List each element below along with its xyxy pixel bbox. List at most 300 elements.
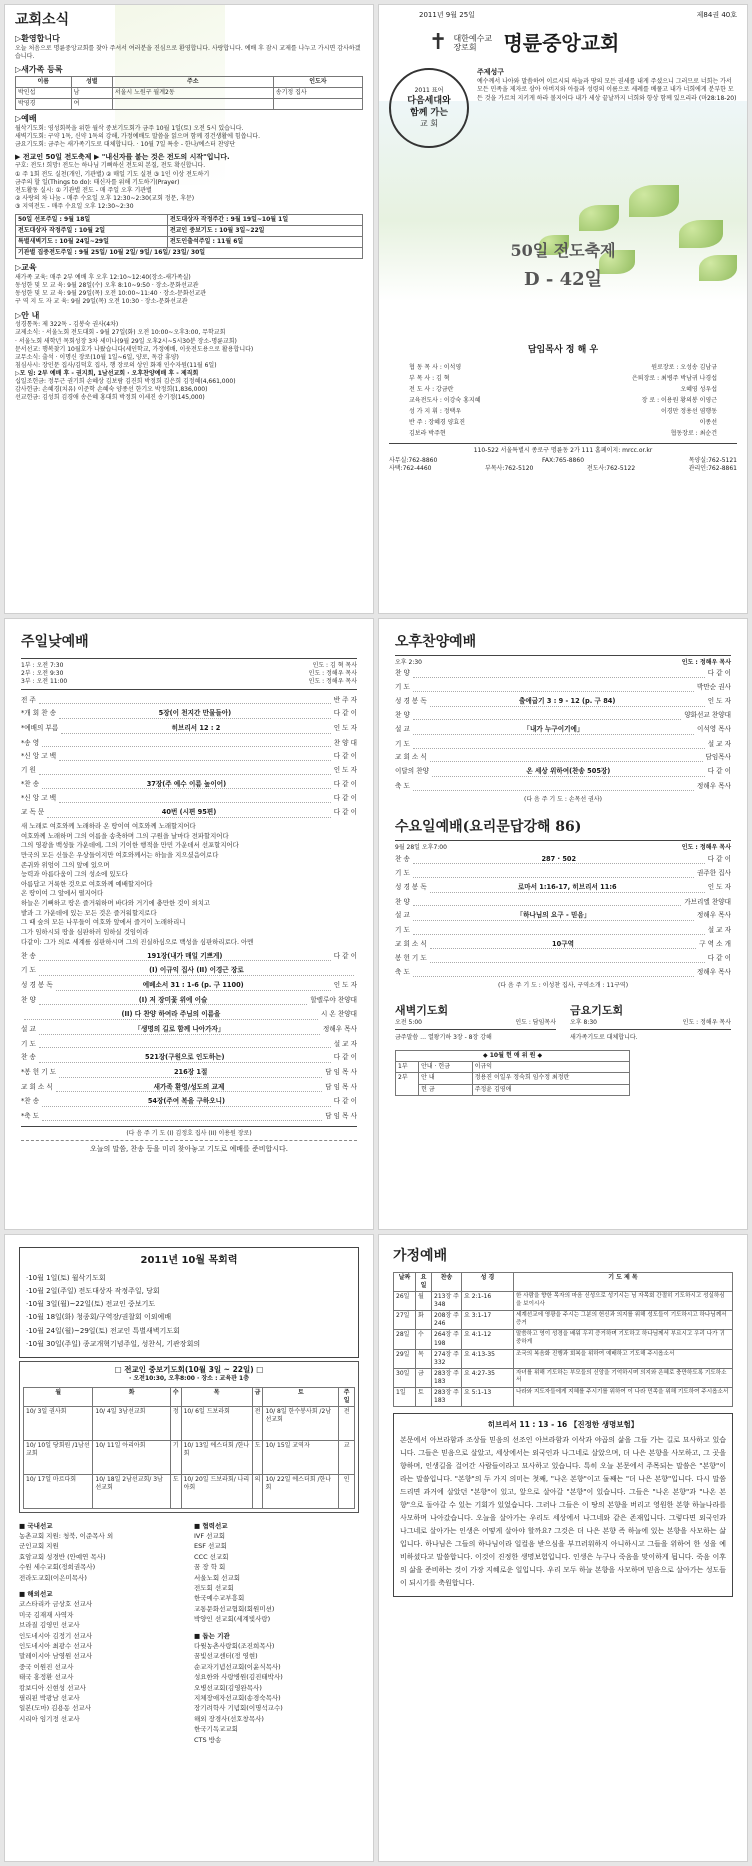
item-detail [59, 794, 331, 803]
page-title: 교회소식 [15, 12, 70, 28]
banner-countdown: D - 42일 [523, 268, 603, 290]
coop-item: 전도회 선교회 [194, 1584, 234, 1593]
table-cell [273, 98, 362, 109]
day-header: 화 [93, 1387, 170, 1406]
motto-circle [389, 68, 469, 148]
item-person: 박만순 권사 [697, 683, 731, 692]
item-detail [42, 1112, 322, 1121]
mission-item: 군인교회 지원 [19, 1542, 59, 1551]
order-item [395, 895, 731, 909]
coop-item: 박양인 선교회(세계빛사랑) [194, 1615, 271, 1624]
item-person: 다 같 이 [333, 1097, 357, 1106]
table-cell: 화 [416, 1311, 432, 1330]
guide-heading: ▷안 내 [15, 310, 40, 320]
table-header: 날짜 [394, 1272, 416, 1291]
item-person: 양화선교 찬양대 [684, 711, 731, 720]
missionary-item: 브라질 김영민 선교사 [19, 1621, 80, 1630]
coop-item: 한국예수교부흥회 [194, 1594, 245, 1603]
table-cell: 208장 주 246 [432, 1311, 462, 1330]
order-item [395, 751, 731, 765]
item-person: 가브리엘 찬양대 [684, 897, 731, 906]
mission-columns [19, 1521, 359, 1745]
service-time-row [21, 678, 357, 686]
item-person: 다 같 이 [333, 752, 357, 761]
committee-cell: 1부 [396, 1062, 419, 1073]
table-cell: 박인섭 [16, 87, 72, 98]
festival-banner [389, 240, 737, 292]
mission-item: 수원 세수교회(정희권목사) [19, 1563, 96, 1572]
item-person: 담 임 목 사 [325, 1067, 357, 1076]
intercession-title: □ 전교인 중보기도회(10월 3일 ~ 22일) □ [114, 1365, 264, 1375]
item-person: 인 도 자 [707, 882, 731, 891]
support-item: 지체장애자선교회(송경숙목사) [194, 1693, 281, 1702]
welcome-text: 오늘 처음으로 명륜중앙교회를 찾아 주셔서 여러분을 진심으로 환영합니다. 사랑합니다. 예배 후 잠시 교제를 나누고 가시면 감사하겠습니다. [15, 44, 361, 60]
friday-time-row [570, 1019, 731, 1030]
day-header: 수 [170, 1387, 181, 1406]
support-heading: ■ 돕는 기관 [194, 1631, 230, 1640]
wednesday-order [395, 852, 731, 979]
schedule-cell: 전도대상자 작정주간 : 9월 19일~10월 1일 [167, 215, 362, 226]
committee-table [395, 1050, 630, 1095]
table-header: 인도자 [273, 76, 362, 87]
item-person: 담 임 목 사 [325, 1111, 357, 1120]
day-header: 주일 [339, 1387, 355, 1406]
staff-entry: 부 목 사 : 김 혁 [409, 374, 450, 382]
divider [389, 443, 737, 444]
staff-entry: 협동장로 : 최순건 [670, 430, 717, 438]
phone-entry: 목양실:762-5121 [688, 456, 737, 464]
order-item [21, 1095, 357, 1110]
devotional-box [393, 1413, 733, 1596]
table-header: 이름 [16, 76, 72, 87]
item-label: 성 경 봉 독 [395, 696, 427, 705]
calendar-cell: 10/ 6일 드보라회 [181, 1406, 252, 1440]
order-item [395, 737, 731, 751]
missionary-item: 코스타리카 금상호 선교사 [19, 1600, 93, 1609]
education-heading: ▷교육 [15, 263, 37, 273]
phone-entry: 전도사:762-5122 [586, 465, 636, 472]
item-label: 설 교 [21, 1024, 36, 1033]
table-row [394, 1349, 733, 1368]
page-ministry-calendar [4, 1234, 374, 1862]
item-detail: 새가족 환영/성도의 교제 [56, 1083, 322, 1093]
schedule-cell: 50일 선포주일 : 9월 18일 [16, 215, 168, 226]
item-label: 성 경 봉 독 [395, 882, 427, 891]
table-cell: 서울시 노원구 월계2동 [112, 87, 273, 98]
table-cell: 264장 주 198 [432, 1330, 462, 1349]
missionary-item: 캄보디아 신현성 선교사 [19, 1683, 86, 1692]
item-label: *개 회 찬 송 [21, 709, 57, 718]
news-line: 월삭기도회: 영성회복을 위한 월삭 중보기도회가 금주 10월 1일(토) 오전 5시 있습니다. [15, 124, 244, 132]
coop-item: CCC 선교회 [194, 1552, 229, 1561]
staff-entry: 전 도 사 : 강금란 [409, 385, 454, 393]
calendar-item: ·10월 2일(주일) 전도대상자 작정주일, 당회 [26, 1286, 160, 1295]
item-detail [430, 753, 703, 762]
responsive-reading [21, 822, 357, 947]
table-cell: 금 [416, 1368, 432, 1387]
divider [21, 658, 357, 659]
coop-list [194, 1531, 359, 1625]
staff-row [409, 418, 717, 429]
item-detail [42, 739, 331, 748]
staff-entry: 반 주 : 장혜경 양효진 [409, 419, 466, 427]
mission-item: 농촌교회 지원: 청북, 이준목사 외 [19, 1532, 114, 1541]
support-item: 순교자기념선교회(이윤식목사) [194, 1662, 281, 1671]
coop-item: IVF 선교회 [194, 1532, 226, 1541]
order-item [21, 693, 357, 707]
item-detail: 로마서 1:16-17, 히브리서 11:6 [430, 883, 705, 893]
page-church-news [4, 4, 374, 614]
order-item [21, 978, 357, 993]
table-cell: 목 [416, 1349, 432, 1368]
item-detail: (II) 다 찬양 하여라 주님의 이름을 [24, 1010, 318, 1020]
item-detail [413, 711, 681, 720]
reading-line: 존귀와 위엄이 그의 앞에 있으며 [21, 860, 110, 869]
item-detail: 54장(주여 복을 구하오니) [42, 1097, 331, 1107]
table-cell: 27일 [394, 1311, 416, 1330]
table-cell: 말씀하고 영이 성경을 배워 우리 증거하며 기도하고 하나님께서 부르시고 우리 나가 귀중하게 [514, 1330, 733, 1349]
reading-line: 그 때 숲의 모든 나무들이 여호와 앞에서 즐거이 노래하리니 [21, 918, 186, 927]
reading-line: 새 노래로 여호와께 노래하라 온 땅이여 여호와께 노래할지어다 [21, 822, 196, 831]
item-person: 인 도 자 [333, 723, 357, 732]
table-cell: 박영경 [16, 98, 72, 109]
item-person: 다 같 이 [707, 669, 731, 678]
order-item [395, 952, 731, 966]
intercession-table [23, 1387, 355, 1509]
item-person: 담 임 목 사 [325, 1082, 357, 1091]
order-item [395, 965, 731, 979]
item-label: 설 교 [395, 725, 410, 734]
festival-line: 구호: 전도! 희망! 전도는 하나님 기뻐하신 전도의 본질, 전도 확신합니다. [15, 162, 206, 170]
day-header: 토 [263, 1387, 339, 1406]
divider [395, 840, 731, 841]
order-item [21, 707, 357, 722]
support-item: 오병선교회(김영완목사) [194, 1683, 262, 1692]
item-label: 찬 양 [395, 897, 410, 906]
festival-line: ② 사랑의 차 나눔 - 매주 수요일 오후 12:30~2:30(교회 정문, 후문) [15, 194, 195, 202]
service-leader: 인도 : 김 혁 목사 [312, 661, 357, 669]
staff-list [389, 362, 737, 440]
staff-entry: 협 동 목 사 : 이석영 [409, 363, 462, 371]
schedule-cell: 전도인출석주일 : 11월 6일 [167, 237, 362, 248]
dawn-time: 오전 5:00 [395, 1019, 422, 1027]
item-detail [413, 968, 694, 977]
item-detail: 온 세상 위하여(찬송 505장) [432, 767, 705, 777]
order-item [21, 1051, 357, 1066]
worship-heading: ▷예배 [15, 113, 37, 123]
divider [21, 689, 357, 690]
item-label: 기 도 [395, 739, 410, 748]
item-label: 찬 송 [21, 1053, 36, 1062]
order-item [21, 764, 357, 778]
staff-entry: 이종선 [699, 419, 717, 427]
festival-line: 전도활동 실시: ① 기관별 전도 - 매 주일 오후 기관별 [15, 186, 152, 194]
intercession-box [19, 1361, 359, 1512]
page-cover [378, 4, 748, 614]
service-time-row [395, 844, 731, 852]
calendar-cell: 10/ 4일 3남선교회 [93, 1406, 170, 1440]
item-detail: 히브리서 12 : 2 [61, 724, 330, 734]
calendar-cell: 10/ 13일 에스더회 /한나회 [181, 1440, 252, 1474]
calendar-cell: 10/ 8일 한수봉사회 /2남선교회 [263, 1406, 339, 1440]
item-label: 기 도 [21, 1039, 36, 1048]
staff-entry: 은퇴장로 : 최병주 박남귀 나경섭 [632, 374, 717, 382]
item-detail [413, 740, 705, 749]
service-time-row [395, 659, 731, 667]
item-label: 기 원 [21, 765, 36, 774]
item-detail: 에베소서 31 : 1-6 (p. 구 1100) [56, 981, 331, 991]
item-person: 이석영 목사 [697, 725, 731, 734]
item-detail: 출애굽기 3 : 9 - 12 (p. 구 84) [430, 697, 705, 707]
table-cell [112, 98, 273, 109]
order-of-service-2 [21, 949, 357, 1123]
calendar-item: ·10월 18일(화) 청종회/구역장/권찰회 이외예배 [26, 1313, 172, 1322]
phone-entry: 사무실:762-8860 [389, 456, 438, 464]
friday-leader: 인도 : 정해우 목사 [682, 1019, 731, 1027]
church-masthead [389, 28, 737, 58]
motto-verse-row [389, 68, 737, 148]
item-detail: 10구역 [430, 940, 696, 950]
mission-left-column [19, 1521, 184, 1745]
dawn-title: 새벽기도회 [395, 1004, 449, 1018]
item-label: 교 회 소 식 [21, 1082, 53, 1091]
guide-line: ▷모 임: 2부 예배 후 - 권지회, 1남선교회 · 오후찬양예배 후 - 제직회 [15, 369, 199, 377]
staff-entry: 김보라 박주현 [409, 430, 446, 438]
service-leader: 인도 : 정해우 목사 [308, 678, 357, 686]
reading-line: 그의 영광을 백성들 가운데에, 그의 기이한 행적을 만민 가운데서 선포할지어다 [21, 841, 239, 850]
coop-item: 교통문화선교협회(회원미션) [194, 1604, 275, 1613]
item-person: 구 역 소 개 [699, 939, 731, 948]
table-cell: 나라와 지도자들에게 지혜를 주시기를 위하여 이 나라 민족을 위해 기도하여 주시옵소서 [514, 1388, 733, 1407]
phone-row [389, 457, 737, 465]
staff-entry: 원로장로 : 오성송 김남규 [651, 363, 717, 371]
order-item [21, 806, 357, 821]
table-row [394, 1311, 733, 1330]
wednesday-title: 수요일예배(요리문답강해 86) [395, 819, 582, 836]
committee-cell: 안 내 [419, 1073, 473, 1084]
education-line: 동성한 및 모 교 육: 9월 29일(목) 오전 10:00~11:40 · 장소-문화선교관 [15, 290, 207, 298]
table-row [394, 1330, 733, 1349]
education-line: 동성한 및 모 교 육: 9월 28일(수) 오후 8:10~9:50 · 장소-문화선교관 [15, 282, 199, 290]
friday-note: 새가족기도로 대체합니다. [570, 1034, 638, 1042]
order-item [395, 867, 731, 881]
order-item [395, 937, 731, 952]
order-item [395, 709, 731, 723]
service-time: 오후 2:30 [395, 658, 422, 666]
order-item [21, 722, 357, 737]
calendar-cell: 10/ 11일 아리아회 [93, 1440, 170, 1474]
mission-item: 전라도교회(이은미목사) [19, 1573, 87, 1582]
missionary-item: 미국 김재재 사역자 [19, 1610, 74, 1619]
item-person: 설 교 자 [707, 739, 731, 748]
item-detail [413, 926, 705, 935]
coop-item: ESF 선교회 [194, 1542, 227, 1551]
staff-entry: 이경만 정용선 염행동 [661, 408, 717, 416]
service-time: 3부 : 오전 11:00 [21, 678, 68, 686]
calendar-cell: 의 [252, 1474, 263, 1508]
table-header: 찬송 [432, 1272, 462, 1291]
reading-line: 다같이: 그가 의로 세계를 심판하시며 그의 진실하심으로 백성을 심판하리로다. 아멘 [21, 937, 254, 946]
mission-item: 효암교회 성경반 (안예연 목사) [19, 1552, 106, 1561]
service-leader: 인도 : 정해우 목사 [681, 658, 731, 666]
item-person: 다 같 이 [707, 767, 731, 776]
staff-entry: 장 로 : 이용원 황의봉 이영근 [641, 396, 717, 404]
item-person: 정해우 목사 [323, 1024, 357, 1033]
staff-row [409, 395, 717, 406]
divider [21, 1126, 357, 1127]
table-cell: 세계선교에 영광을 주시는 그분의 헌신과 의지를 위해 성도들이 기도하시고 하나님께서 증거 [514, 1311, 733, 1330]
committee-cell: 헌 금 [419, 1084, 473, 1095]
item-person: 반 주 자 [333, 695, 357, 704]
item-label: 찬 송 [21, 951, 36, 960]
guide-line: 선교헌금: 김성희 김경애 송은혜 홍대희 박정희 이세진 송기정(145,000) [15, 394, 205, 402]
schedule-cell: 기관별 집중전도주일 : 9월 25일/ 10월 2일/ 9일/ 16일/ 23일/ 30일 [16, 248, 363, 259]
table-cell: 자녀를 위해 기도하는 부모들의 신앙을 기억하시며 의지와 은혜로 충만하도록 기도하소서 [514, 1368, 733, 1387]
staff-row [409, 373, 717, 384]
table-cell: 조국의 복음화 진행과 회복을 위하여 예배하고 기도해 주시옵소서 [514, 1349, 733, 1368]
table-cell: 1일 [394, 1388, 416, 1407]
table-cell: 요 4:27-35 [462, 1368, 514, 1387]
guide-line: 성경통독: 제 322독 - 김봉숙 권사(4차) [15, 321, 119, 329]
item-person: 시 온 찬양대 [320, 1010, 357, 1019]
item-person: 정해우 목사 [697, 911, 731, 920]
item-person: 찬 양 대 [333, 738, 357, 747]
order-item [21, 750, 357, 764]
table-row [394, 1292, 733, 1311]
table-row [394, 1388, 733, 1407]
dawn-prayer [395, 1004, 556, 1042]
item-label: *봉 헌 기 도 [21, 1067, 57, 1076]
missionary-item: 태국 홍정환 선교사 [19, 1673, 74, 1682]
item-person: 다 같 이 [333, 709, 357, 718]
schedule-cell: 특별새벽기도 : 10월 24일~29일 [16, 237, 168, 248]
missionary-item: 인도네시아 김정기 선교사 [19, 1631, 93, 1640]
reading-line: 온 땅이여 그 앞에서 떨지어다 [21, 889, 104, 898]
item-detail: 「생명의 길로 함께 나아가자」 [39, 1025, 320, 1035]
phone-entry: FAX:765-8860 [541, 456, 585, 464]
committee-cell: 2부 [396, 1073, 419, 1095]
theme-verse [477, 68, 737, 148]
service-time-row [21, 662, 357, 670]
order-item [395, 923, 731, 937]
newfamily-table [15, 76, 363, 110]
order-item [395, 880, 731, 895]
item-detail: 521장(구원으로 인도하는) [39, 1053, 331, 1063]
order-item [21, 1023, 357, 1038]
senior-pastor: 담임목사 정 해 우 [527, 345, 599, 356]
item-detail: (I) 저 장미꽃 위에 이슬 [39, 996, 307, 1006]
committee-cell: 안내 · 헌금 [419, 1062, 473, 1073]
service-leader: 인도 : 정해우 목사 [681, 844, 731, 852]
item-detail: 191장(내가 매일 기쁘게) [39, 952, 331, 962]
staff-entry: 성 가 지 휘 : 정택우 [409, 408, 462, 416]
banner-title: 50일 전도축제 [510, 241, 616, 261]
item-label: 찬 양 [21, 995, 36, 1004]
intercession-subtitle: · 오전10:30, 오후8:00 · 장소 : 교육관 1층 [128, 1375, 250, 1383]
table-cell: 283장 주 183 [432, 1368, 462, 1387]
order-item [395, 681, 731, 695]
item-label: *찬 송 [21, 1097, 40, 1106]
guide-line: 교무소식: 출석 · 이명신 장로(10월 1일~6일, 양로, 독감 휴양) [15, 353, 179, 361]
support-item: 꿈빛선교센터(정 영현) [194, 1652, 258, 1661]
order-item [395, 909, 731, 924]
calendar-cell: 교 [339, 1440, 355, 1474]
table-cell: 요 4:1-12 [462, 1330, 514, 1349]
item-label: *축 도 [21, 1111, 40, 1120]
devotional-heading: 히브리서 11 : 13 - 16 【진정한 생명보험】 [487, 1420, 639, 1430]
cover-dateline [389, 11, 737, 20]
calendar-title: 2011년 10월 목회력 [140, 1255, 238, 1266]
dawn-time-row [395, 1019, 556, 1030]
festival-line: 금주의 할 일(Things to do): 태신자를 위해 기도하기(Prayer) [15, 178, 180, 186]
item-person: 다 같 이 [333, 951, 357, 960]
item-label: *신 앙 고 백 [21, 752, 57, 761]
coop-item: 서울노회 선교회 [194, 1573, 241, 1582]
support-item: 해외 장경사(선호창목사) [194, 1714, 264, 1723]
day-header: 금 [252, 1387, 263, 1406]
item-person: 다 같 이 [333, 1053, 357, 1062]
schedule-cell: 전교인 중보기도 : 10월 3일~22일 [167, 226, 362, 237]
item-label: 축 도 [395, 781, 410, 790]
item-person: 다 같 이 [333, 779, 357, 788]
table-cell: 26일 [394, 1292, 416, 1311]
missionary-item: 인도네시아 최광수 선교사 [19, 1641, 93, 1650]
education-line: 구 역 지 도 자 교 육: 9월 29일(목) 오전 10:30 · 장소-문화선교관 [15, 298, 188, 306]
order-item [21, 964, 357, 979]
item-person: 인 도 자 [333, 980, 357, 989]
item-detail [430, 954, 705, 963]
table-cell: 요 3:1-17 [462, 1311, 514, 1330]
issue-date: 2011년 9월 25일 [419, 11, 475, 19]
next-week-prayer: (다 음 주 기 도 : 이성찬 집사, 구역소개 : 11구역) [497, 982, 629, 990]
service-time-row [21, 670, 357, 678]
table-cell: 요 4:13-35 [462, 1349, 514, 1368]
item-label: 교 회 소 식 [395, 939, 427, 948]
reading-line: 능력과 아름다움이 그의 성소에 있도다 [21, 870, 128, 879]
table-header: 요일 [416, 1272, 432, 1291]
item-label: 교 독 문 [21, 807, 45, 816]
order-item [21, 1008, 357, 1023]
prayer-meetings [395, 1004, 731, 1042]
committee-cell: 주정윤 김영애 [472, 1084, 629, 1095]
table-cell: 28일 [394, 1330, 416, 1349]
table-header: 주소 [112, 76, 273, 87]
item-label: 기 도 [395, 925, 410, 934]
item-detail [413, 683, 694, 692]
service-time: 1부 : 오전 7:30 [21, 661, 64, 669]
calendar-cell: 10/ 17일 마르다회 [24, 1474, 93, 1508]
item-label: 전 주 [21, 695, 36, 704]
order-item [21, 1037, 357, 1051]
missionary-item: 시리아 임기정 선교사 [19, 1714, 80, 1723]
support-item: 한국기독교교회 [194, 1725, 238, 1734]
order-item [21, 736, 357, 750]
missionary-item: 필리핀 박광남 선교사 [19, 1693, 80, 1702]
welcome-heading: ▷환영합니다 [15, 33, 60, 43]
festival-line: ① 주 1회 전도 실천(개인, 기관별) ② 매일 기도 실천 ③ 1인 이상 전도하기 [15, 170, 210, 178]
item-detail: 「내가 누구이기에」 [413, 725, 694, 735]
calendar-item: ·10월 3일(월)~22일(토) 전교인 중보기도 [26, 1300, 156, 1309]
item-detail: 「하나님의 요구 - 믿음」 [413, 911, 694, 921]
staff-row [409, 407, 717, 418]
item-label: 찬 송 [395, 854, 410, 863]
missionary-item: 말레이시아 남영원 선교사 [19, 1652, 93, 1661]
preparation-note: 오늘의 말씀, 찬송 등을 미리 찾아놓고 기도로 예배를 준비합시다. [89, 1145, 289, 1154]
page-family-worship [378, 1234, 748, 1862]
item-person: 담임목사 [705, 753, 731, 762]
motto-line: 함께 가는 [410, 107, 448, 118]
motto-line: 2011 표어 [414, 86, 444, 94]
